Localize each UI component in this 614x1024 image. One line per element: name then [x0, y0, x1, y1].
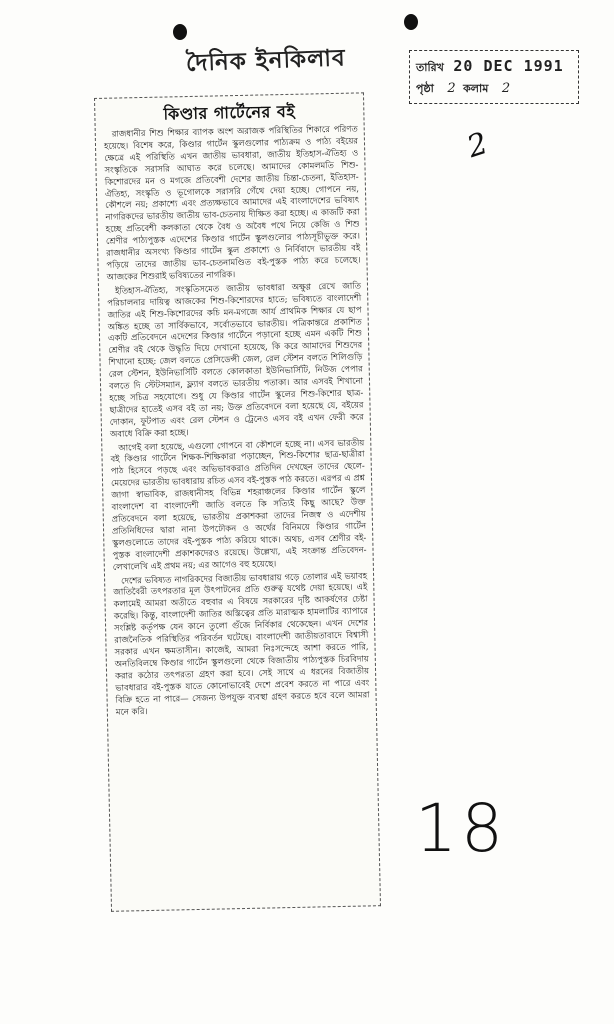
handwritten-top-note: 2 — [463, 125, 493, 166]
article-body — [104, 123, 370, 720]
punch-hole-right — [404, 14, 418, 30]
stamp-page-value: 2 — [447, 81, 456, 96]
stamp-page-label: পৃষ্ঠা — [416, 82, 434, 95]
stamp-date-row — [416, 57, 564, 78]
stamp-column-value: 2 — [501, 81, 511, 96]
article-paragraph: দেশের ভবিষ্যত নাগরিকদের বিজাতীয় ভাবধারায় গড়ে তোলার এই ভয়াবহ জাতিবৈরী তৎপরতার মূল উৎপাটনের প্রতি গুরুত্ব যথেষ্ট দেয়া হয়েছে। এই কলামেই আমরা অতীতে বহুবার এ বিষয়ে সরকারের দৃষ্টি আকর্ষণের চেষ্টা করেছি। কিন্তু, বাংলাদেশী জাতির অস্তিত্বের প্রতি মারাত্মক হামলাটির ব্যাপারে সংশ্লিষ্ট কর্তৃপক্ষ যেন কানে তুলো গুঁজে নির্বিকার থেকেছেন। এখন দেশের রাজনৈতিক পরিস্থিতির পরিবর্তন ঘটেছে। বাংলাদেশী জাতীয়তাবাদে বিশ্বাসী সরকার এখন ক্ষমতাসীন। কাজেই, আমরা নিঃসন্দেহে আশা করতে পারি, অনতিবিলম্বে কিণ্ডার গার্টেন স্কুলগুলো থেকে বিজাতীয় পাঠ্যপুস্তক চিরবিদায় করার কঠোর তৎপরতা গ্রহণ করা হবে। সেই সাথে এ ধরনের বিজাতীয় ভাবধারার বই-পুস্তক যাতে কোনোভাবেই দেশে প্রবেশ করতে না পারে এবং বিক্রি হতে না পারে— সেজন্য উপযুক্ত ব্যবস্থা গ্রহণ করতে হবে বলে আমরা মনে করি। — [113, 569, 370, 717]
newspaper-masthead: দৈনিক ইনকিলাব — [185, 44, 347, 77]
article-paragraph: ইতিহাস-ঐতিহ্য, সংস্কৃতিসমেত জাতীয় ভাবধারা অক্ষুণ্ণ রেখে জাতি পরিচালনার দায়িত্ব আজকের শিশু-কিশোরদের হাতে; ভবিষ্যতে বাংলাদেশী জাতির এই শিশু-কিশোরদের কচি মন-মগজে আর্য প্রাথমিক শিক্ষার যে ছাপ অঙ্কিত হচ্ছে তা সার্বিকভাবে, সর্বোতভাবে ভারতীয়। পত্রিকান্তরে প্রকাশিত একটি প্রতিবেদনে এদেশের কিণ্ডার গার্টেনে পড়ানো হচ্ছে এমন একটি শিশু শ্রেণীর বই থেকে উদ্ধৃতি দিয়ে দেখানো হয়েছে, কি করে আমাদের শিশুদের শিখানো হচ্ছে: জেল বলতে প্রেসিডেন্সী জেল, রেল স্টেশন বলতে শিলিগুড়ি রেল স্টেশন, ইউনিভার্সিটি বলতে কোলকাতা ইউনিভার্সিটি, নিউজ পেপার বলতে দি স্টেটসম্যান, ফ্ল্যাগ বলতে ভারতীয় পতাকা। আর এসবই শিখানো হচ্ছে সচিত্র সহযোগে। শুধু যে কিণ্ডার গার্টেন স্কুলের শিশু-কিশোর ছাত্র-ছাত্রীদের হাতেই এসব বই তা নয়; উক্ত প্রতিবেদনে বলা হয়েছে যে, বইয়ের দোকান, ফুটপাত এবং রেল স্টেশন ও ট্রেনেও এসব বই এখন ফেরী করে অবাধে বিক্রি করা হচ্ছে। — [107, 280, 364, 439]
stamp-page-row — [416, 80, 514, 99]
article-title: কিণ্ডার গার্টেনের বই — [163, 101, 296, 124]
stamp-date-value: 20 DEC 1991 — [453, 57, 564, 75]
article-paragraph: রাজধানীর শিশু শিক্ষার ব্যাপক অংশ অরাজক পরিস্থিতির শিকারে পরিণত হয়েছে। বিশেষ করে, কিণ্ডার গার্টেন স্কুলগুলোর পাঠ্যক্রম ও পাঠ্য বইয়ের ক্ষেত্রে এই পরিস্থিতি এখন জাতীয় ভাবধারা, জাতীয় ইতিহাস-ঐতিহ্য ও সংস্কৃতিকে সরাসরি আঘাত করে চলেছে। আমাদের কোমলমতি শিশু-কিশোরদের মন ও মগজে প্রতিবেশী দেশের জাতীয় চিন্তা-চেতনা, ইতিহাস-ঐতিহ্য, সংস্কৃতি ও ভূগোলকে সরাসরি গেঁথে দেয়া হচ্ছে। গোপনে নয়, কৌশলে নয়; প্রকাশ্যে এবং প্রত্যক্ষভাবে আমাদের এই বাংলাদেশের ভবিষ্যৎ নাগরিকদের ভারতীয় জাতীয় ভাব-চেতনায় দীক্ষিত করা হচ্ছে। এ কাজটি করা হচ্ছে প্রতিবেশী কলকাতা থেকে বৈধ ও অবৈধ পথে নিয়ে কেজি ও শিশু শ্রেণীর পাঠ্যপুস্তক এদেশের কিণ্ডার গার্টেন স্কুলগুলোর পাঠ্যসূচীভুক্ত করে। রাজধানীর অসংখ্য কিণ্ডার গার্টেন স্কুল প্রকাশ্যে ও নির্বিবাদে ভারতীয় বই পড়িয়ে তাদের জাতীয় ভাব-চেতনামণ্ডিত বই-পুস্তক পাঠ্য করে চলেছে। আজকের শিশুরাই ভবিষ্যতের নাগরিক। — [103, 123, 361, 282]
handwritten-page-number: 18 — [415, 790, 507, 867]
punch-hole-left — [173, 24, 187, 40]
date-stamp — [409, 50, 579, 104]
stamp-column-label: কলাম — [463, 82, 489, 95]
article-paragraph: আগেই বলা হয়েছে, এগুলো গোপনে বা কৌশলে হচ্ছে না। এসব ভারতীয় বই কিণ্ডার গার্টেনে শিক্ষক-শিক্ষিকারা পড়াচ্ছেন, শিশু-কিশোর ছাত্র-ছাত্রীরা পাঠ হিসেবে পড়ছে এবং অভিভাবকরাও প্রতিদিন দেখছেন তাদের ছেলে-মেয়েদের ভারতীয় ভাবধারায় রচিত এসব বই-পুস্তক পাঠ করতে। এরপর এ প্রশ্ন জাগা স্বাভাবিক, রাজধানীসহ বিভিন্ন শহরাঞ্চলের কিণ্ডার গার্টেন স্কুলে বাংলাদেশ বা বাংলাদেশী জাতি বলতে কি সত্যিই কিছু আছে? উক্ত প্রতিবেদনে বলা হয়েছে, ভারতীয় প্রকাশকরা তাদের নিজস্ব ও এদেশীয় প্রতিনিধিদের দ্বারা নানা উপঢৌকন ও অর্থের বিনিময়ে কিণ্ডার গার্টেন স্কুলগুলোতে তাদের বই-পুস্তক পাঠ্য করিয়ে থাকে। অথচ, এসব শ্রেণীর বই-পুস্তক বাংলাদেশী প্রকাশকদেরও রয়েছে। উল্লেখ্য, এই সংক্রান্ত প্রতিবেদন-লেখালেখি এই প্রথম নয়; এর আগেও বহু হয়েছে। — [110, 436, 367, 572]
stamp-date-label: তারিখ — [416, 61, 444, 74]
newspaper-clipping — [94, 92, 381, 911]
